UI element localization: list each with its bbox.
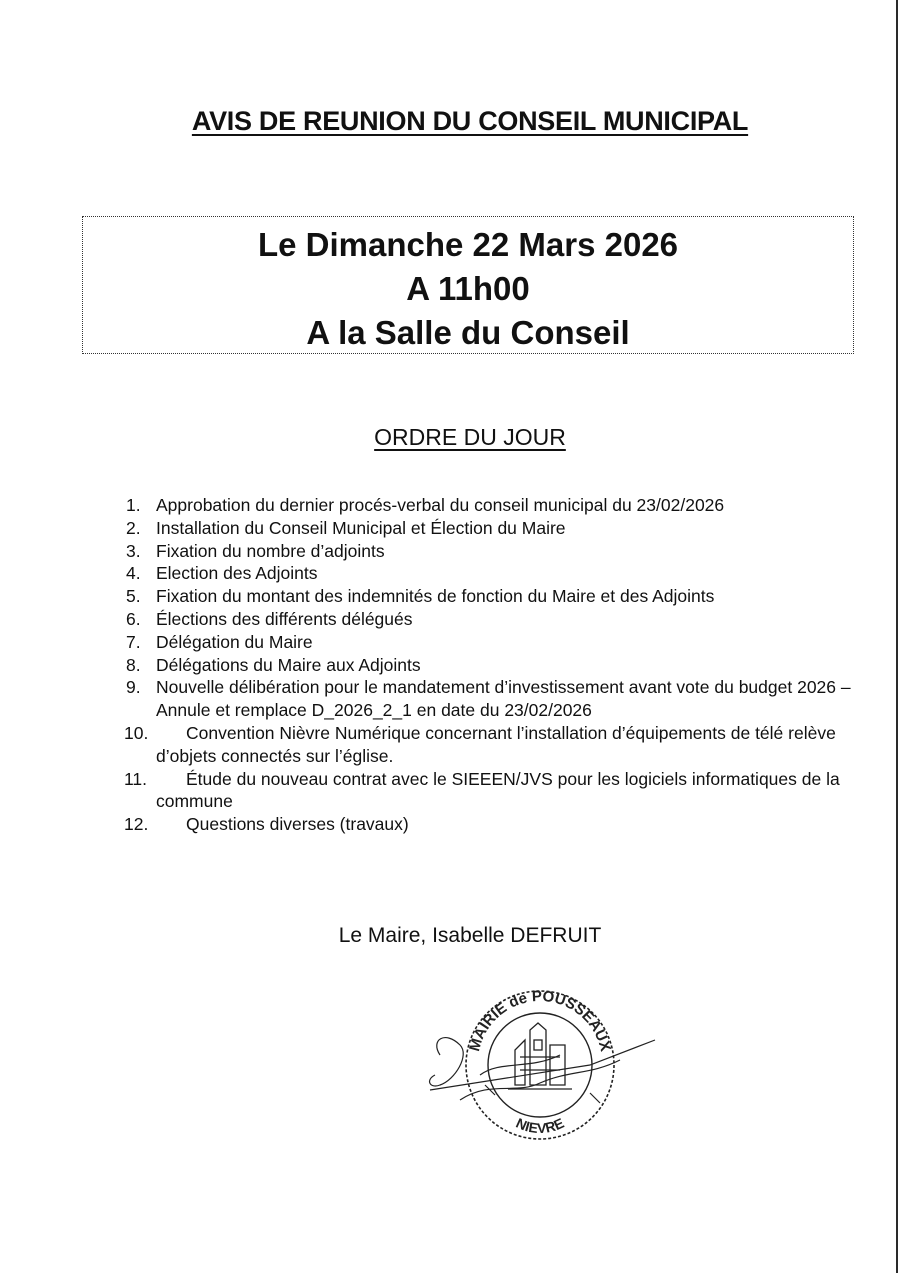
town-hall-stamp (420, 985, 670, 1145)
agenda-item-number: 5. (126, 586, 141, 607)
agenda-item-text: Fixation du nombre d’adjoints (156, 540, 385, 561)
agenda-item-number: 6. (126, 608, 141, 629)
agenda-item-text: Approbation du dernier procés-verbal du conseil municipal du 23/02/2026 (156, 495, 725, 515)
agenda-item-number: 8. (126, 654, 141, 675)
stamp-bottom-text: NIEVRE (513, 1114, 567, 1137)
event-details-box (82, 216, 854, 354)
agenda-item (126, 517, 866, 540)
agenda-item-number: 3. (126, 540, 141, 561)
mayor-signature-line: Le Maire, Isabelle DEFRUIT (338, 924, 602, 947)
agenda-item-text: Délégation du Maire (156, 631, 313, 652)
agenda-item-number: 2. (126, 517, 141, 538)
agenda-item-number: 9. (126, 677, 141, 698)
agenda-item (126, 608, 866, 631)
agenda-item-text: Étude du nouveau contrat avec le SIEEEN/JVS pour les logiciels informatiques de la commune (156, 768, 840, 812)
agenda-item (126, 540, 866, 563)
agenda-item-number: 7. (126, 631, 141, 652)
page-title: AVIS DE REUNION DU CONSEIL MUNICIPAL (191, 106, 749, 136)
agenda-item-text: Convention Nièvre Numérique concernant l’installation d’équipements de télé relève d’objets connectés sur l’église. (156, 722, 836, 766)
agenda-item (126, 722, 866, 768)
stamp-top-text: MAIRIE de POUSSEAUX (466, 987, 614, 1054)
event-place: A la Salle du Conseil (306, 314, 630, 351)
agenda-item (126, 654, 866, 677)
agenda-item-text: Nouvelle délibération pour le mandatement d’investissement avant vote du budget 2026 – Annule et remplace D_2026_2_1 en date du 23/02/2026 (156, 677, 851, 721)
agenda-item-text: Installation du Conseil Municipal et Élection du Maire (156, 517, 566, 538)
agenda-item-number: 10. (124, 722, 149, 743)
agenda-item-number: 1. (126, 495, 141, 515)
agenda-item (126, 676, 866, 722)
page-edge-border (896, 0, 898, 1273)
agenda-title: ORDRE DU JOUR (374, 424, 566, 450)
agenda-item (126, 494, 866, 517)
agenda-item (126, 813, 866, 836)
event-time: A 11h00 (406, 270, 530, 307)
agenda-item (126, 562, 866, 585)
agenda-item-number: 4. (126, 563, 141, 584)
agenda-item (126, 768, 866, 814)
event-date: Le Dimanche 22 Mars 2026 (257, 226, 679, 263)
agenda-list (126, 494, 866, 836)
agenda-item-number: 11. (124, 768, 148, 789)
agenda-item-text: Délégations du Maire aux Adjoints (156, 654, 421, 675)
agenda-item (126, 631, 866, 654)
agenda-item (126, 585, 866, 608)
agenda-item-text: Questions diverses (travaux) (186, 814, 409, 835)
agenda-item-text: Élections des différents délégués (156, 608, 413, 629)
agenda-item-number: 12. (124, 814, 149, 835)
stamp-emblem (508, 1023, 572, 1089)
agenda-item-text: Fixation du montant des indemnités de fonction du Maire et des Adjoints (156, 586, 715, 607)
agenda-item-text: Election des Adjoints (156, 563, 318, 584)
